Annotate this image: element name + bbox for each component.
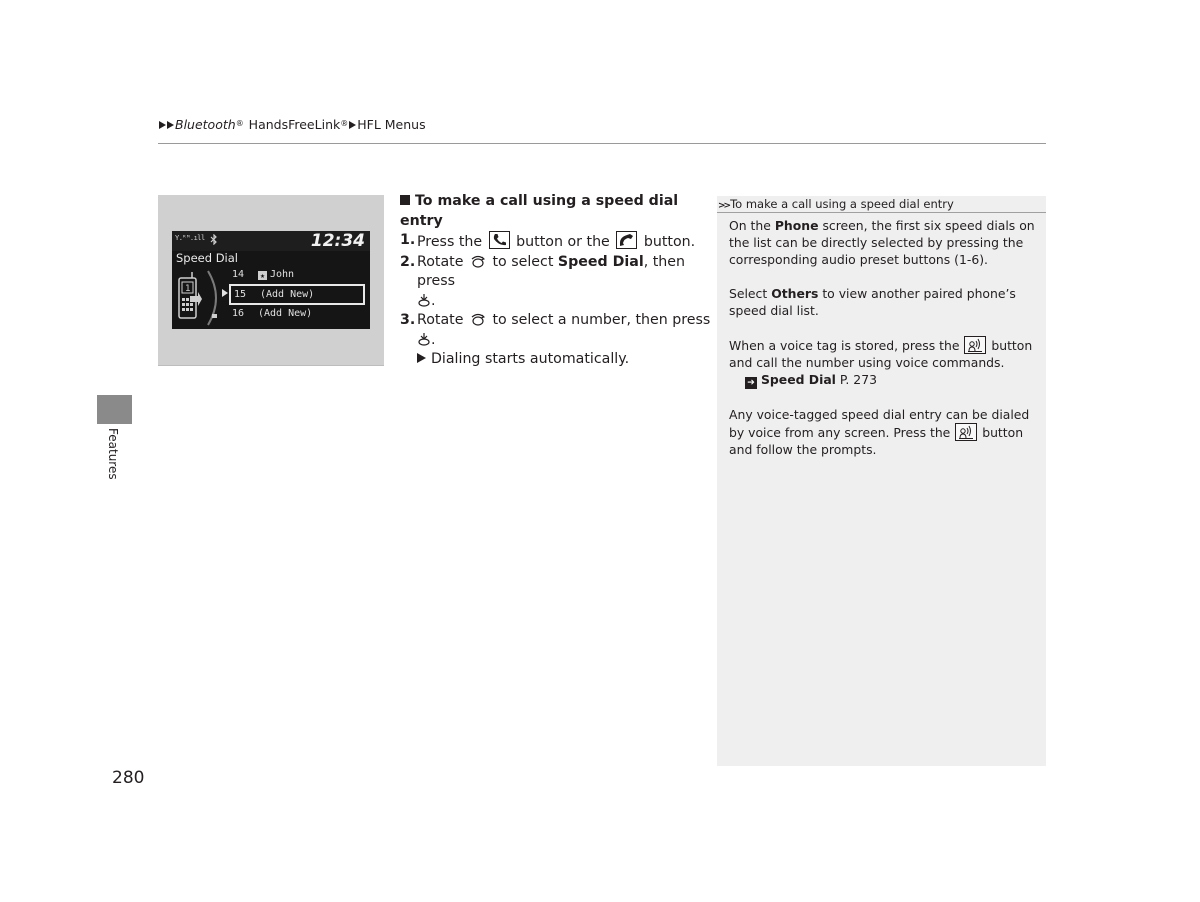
procedure-heading: To make a call using a speed dial entry <box>400 193 679 229</box>
screen-clock: 12:34 <box>310 231 365 251</box>
speed-dial-row[interactable]: 16 (Add New) <box>232 308 313 319</box>
note-marker-icon: >> <box>718 201 730 211</box>
selector-knob-icon <box>470 312 486 326</box>
signal-strength-icon: Y.ᴿᴹ.ıll <box>175 234 205 242</box>
breadcrumb-arrow-icon <box>349 121 356 129</box>
note-paragraph: On the Phone screen, the first six speed dials on the list can be directly selected by pressing the corresponding audio preset buttons (1-6). <box>729 218 1035 267</box>
press-knob-icon <box>417 332 431 346</box>
result-arrow-icon <box>417 353 426 363</box>
scroll-arc-icon <box>204 269 228 327</box>
header-divider <box>158 143 1046 144</box>
notes-sidebar <box>717 196 1046 766</box>
square-bullet-icon <box>400 195 410 205</box>
notes-body <box>729 217 1035 475</box>
phone-button-icon <box>489 231 510 249</box>
step-3: 3. Rotate to select a number, then press . <box>400 312 711 348</box>
star-icon: ★ <box>258 271 267 280</box>
page-number: 280 <box>112 768 145 788</box>
talk-button-icon <box>964 336 986 354</box>
press-knob-icon <box>417 293 431 307</box>
talk-button-icon <box>955 423 977 441</box>
selection-pointer-icon <box>222 289 228 297</box>
breadcrumb-item-hfl-menus[interactable]: HFL Menus <box>357 117 426 132</box>
pick-up-button-icon <box>616 231 637 249</box>
note-paragraph: When a voice tag is stored, press the button and call the number using voice commands. <box>729 338 1033 370</box>
note-paragraph: Select Others to view another paired phone’s speed dial list. <box>729 286 1016 318</box>
breadcrumb-arrow-icon <box>167 121 174 129</box>
speed-dial-screen <box>172 231 370 329</box>
breadcrumb-item-handsfreelink[interactable]: HandsFreeLink <box>248 117 341 132</box>
bluetooth-icon <box>210 234 218 248</box>
cross-reference-link[interactable]: ➔ Speed Dial P. 273 <box>729 371 1035 389</box>
procedure-section <box>400 192 712 370</box>
speed-dial-row[interactable]: 14 ★ John <box>232 269 295 280</box>
section-tab-marker <box>97 395 132 424</box>
phone-handset-icon <box>176 272 202 322</box>
speed-dial-row-selected[interactable]: 15 (Add New) <box>229 284 365 305</box>
step-1: 1. Press the button or the button. <box>400 232 696 250</box>
step-result: Dialing starts automatically. <box>400 350 712 370</box>
svg-text:1: 1 <box>185 284 191 294</box>
screen-title: Speed Dial <box>176 251 238 265</box>
breadcrumb: Bluetooth® HandsFreeLink® HFL Menus <box>159 117 426 132</box>
cross-reference-icon: ➔ <box>745 377 757 389</box>
notes-heading: >>To make a call using a speed dial entry <box>717 196 1046 213</box>
note-paragraph: Any voice-tagged speed dial entry can be dialed by voice from any screen. Press the button and follow the prompts. <box>729 407 1030 457</box>
selector-knob-icon <box>470 254 486 268</box>
breadcrumb-item-bluetooth[interactable]: Bluetooth <box>175 117 236 132</box>
section-tab-label: Features <box>106 428 120 480</box>
breadcrumb-arrow-icon <box>159 121 166 129</box>
step-2: 2. Rotate to select Speed Dial, then press . <box>400 253 686 309</box>
